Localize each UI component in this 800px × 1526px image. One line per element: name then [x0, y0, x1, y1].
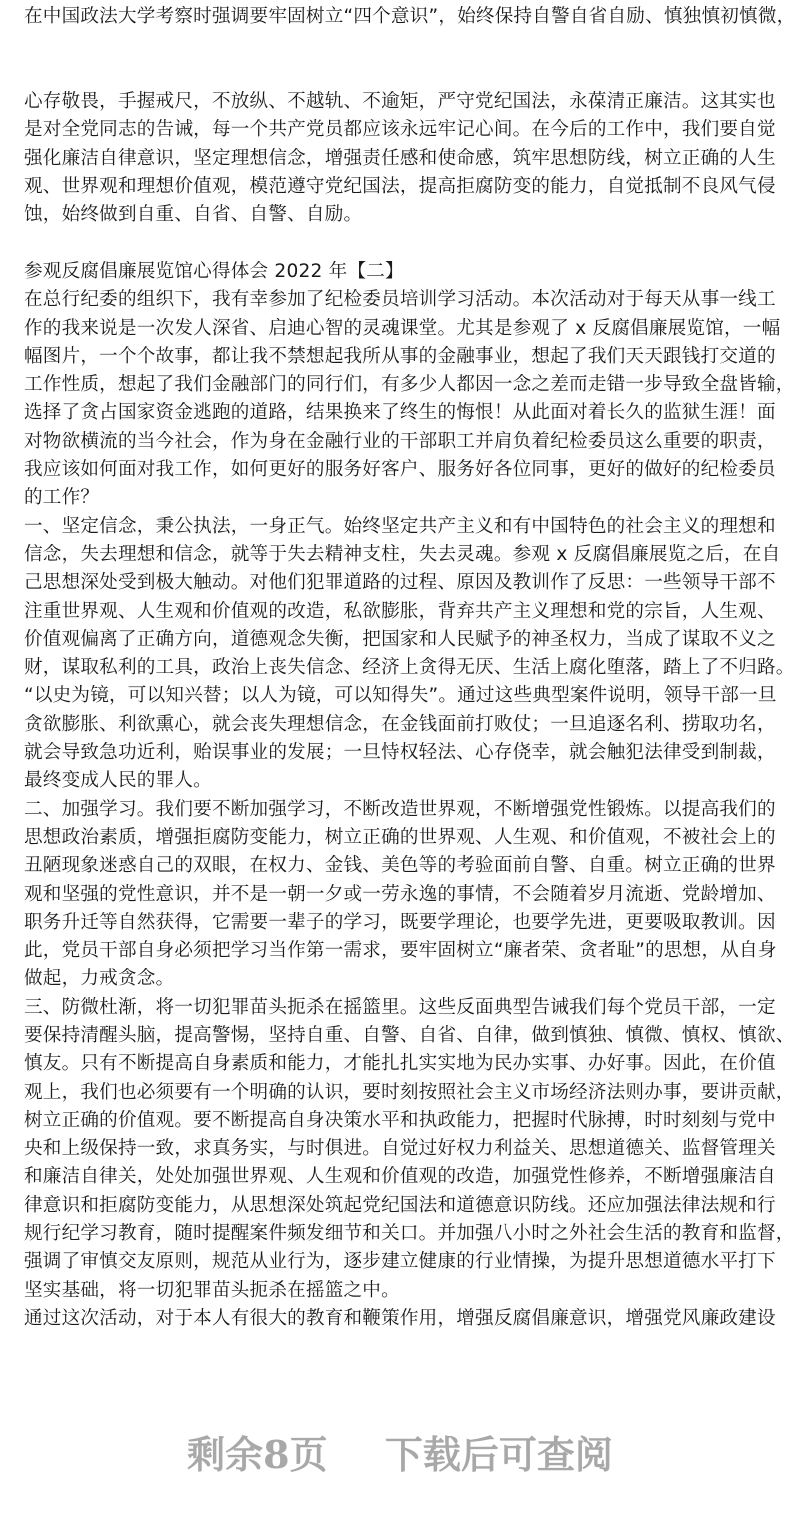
text-line: 坚实基础，将一切犯罪苗头扼杀在摇篮之中。 — [24, 1279, 400, 1301]
section-title — [24, 258, 784, 286]
text-line: 选择了贪占国家资金逃跑的道路，结果换来了终生的悔恨！从此面对着长久的监狱生涯！面 — [24, 402, 776, 424]
text-line: 通过这次活动，对于本人有很大的教育和鞭策作用，增强反腐倡廉意识，增强党风廉政建设 — [24, 1307, 776, 1329]
paragraph — [24, 513, 795, 796]
document-body — [24, 0, 796, 1333]
text-line: 三、防微杜渐，将一切犯罪苗头扼杀在摇篮里。这些反面典型告诫我们每个党员干部，一定 — [24, 996, 776, 1018]
download-to-view-label[interactable]: 下载后可查阅 — [384, 1432, 613, 1477]
paragraph — [24, 88, 784, 229]
text-line: 观上，我们也必须要有一个明确的认识，要时刻按照社会主义市场经济法则办事，要讲贡献， — [24, 1081, 795, 1103]
paragraph — [24, 1305, 784, 1333]
blank-space — [24, 230, 784, 258]
text-line: 和廉洁自律关，处处加强世界观、人生观和价值观的改造，加强党性修养，不断增强廉洁自 — [24, 1166, 776, 1188]
text-line: 我应该如何面对我工作，如何更好的服务好客户、服务好各位同事，更好的做好的纪检委员 — [24, 459, 776, 481]
text-line: 在中国政法大学考察时强调要牢固树立“四个意识”，始终保持自警自省自励、慎独慎初慎微， — [24, 6, 796, 28]
paragraph — [24, 994, 795, 1305]
text-line: 职务升迁等自然获得，它需要一辈子的学习，既要学理论，也要学先进，更要吸取教训。因 — [24, 911, 776, 933]
text-line: 强调了审慎交友原则，规范从业行为，逐步建立健康的行业情操，为提升思想道德水平打下 — [24, 1251, 776, 1273]
text-line: 价值观偏离了正确方向，道德观念失衡，把国家和人民赋予的神圣权力，当成了谋取不义之 — [24, 628, 776, 650]
text-line: 二、加强学习。我们要不断加强学习，不断改造世界观，不断增强党性锻炼。以提高我们的 — [24, 798, 776, 820]
text-line: 己思想深处受到极大触动。对他们犯罪道路的过程、原因及教训作了反思：一些领导干部不 — [24, 572, 776, 594]
text-line: 作的我来说是一次发人深省、启迪心智的灵魂课堂。尤其是参观了 x 反腐倡廉展览馆，一幅 — [24, 317, 781, 339]
text-line: 律意识和拒腐防变能力，从思想深处筑起党纪国法和道德意识防线。还应加强法律法规和行 — [24, 1194, 776, 1216]
text-line: 观和坚强的党性意识，并不是一朝一夕或一劳永逸的事情，不会随着岁月流逝、党龄增加、 — [24, 883, 776, 905]
text-line: 注重世界观、人生观和价值观的改造，私欲膨胀，背弃共产主义理想和党的宗旨，人生观、 — [24, 600, 776, 622]
blank-space — [24, 32, 784, 89]
text-line: 蚀，始终做到自重、自省、自警、自励。 — [24, 204, 363, 226]
text-line: 强化廉洁自律意识，坚定理想信念，增强责任感和使命感，筑牢思想防线，树立正确的人生 — [24, 147, 776, 169]
text-line: 最终变成人民的罪人。 — [24, 770, 212, 792]
text-line: 观、世界观和理想价值观，模范遵守党纪国法，提高拒腐防变的能力，自觉抵制不良风气侵 — [24, 176, 776, 198]
download-more-banner[interactable] — [0, 1424, 800, 1479]
text-line: 此，党员干部自身必须把学习当作第一需求，要牢固树立“廉者荣、贪者耻”的思想，从自身 — [24, 940, 777, 962]
text-line: 就会导致急功近利，贻误事业的发展；一旦恃权轻法、心存侥幸，就会触犯法律受到制裁， — [24, 742, 776, 764]
text-line: 贪欲膨胀、利欲熏心，就会丧失理想信念，在金钱面前打败仗；一旦追逐名利、捞取功名， — [24, 713, 776, 735]
text-line: 做起，力戒贪念。 — [24, 968, 175, 990]
text-line: 幅图片，一个个故事，都让我不禁想起我所从事的金融事业，想起了我们天天跟钱打交道的 — [24, 345, 776, 367]
text-line: 是对全党同志的告诫，每一个共产党员都应该永远牢记心间。在今后的工作中，我们要自觉 — [24, 119, 776, 141]
text-line: 慎友。只有不断提高自身素质和能力，才能扎扎实实地为民办实事、办好事。因此，在价值 — [24, 1053, 776, 1075]
text-line: 要保持清醒头脑，提高警惕，坚持自重、自警、自省、自律，做到慎独、慎微、慎权、慎欲、 — [24, 1024, 795, 1046]
text-line: “以史为镜，可以知兴替；以人为镜，可以知得失”。通过这些典型案件说明，领导干部一旦 — [24, 685, 777, 707]
text-line: 央和上级保持一致，求真务实，与时俱进。自觉过好权力利益关、思想道德关、监督管理关 — [24, 1138, 776, 1160]
text-line: 心存敬畏，手握戒尺，不放纵、不越轨、不逾矩，严守党纪国法，永葆清正廉洁。这其实也 — [24, 91, 776, 113]
text-line: 信念，失去理想和信念，就等于失去精神支柱，失去灵魂。参观 x 反腐倡廉展览之后，在自 — [24, 543, 781, 565]
text-line: 丑陋现象迷惑自己的双眼，在权力、金钱、美色等的考验面前自警、自重。树立正确的世界 — [24, 855, 776, 877]
title-line: 参观反腐倡廉展览馆心得体会 2022 年【二】 — [24, 260, 404, 282]
text-line — [24, 60, 784, 88]
remaining-pages-label[interactable]: 剩余8页 — [187, 1432, 328, 1477]
text-line: 树立正确的价值观。要不断提高自身决策水平和执政能力，把握时代脉搏，时时刻刻与党中 — [24, 1109, 776, 1131]
text-line: 财，谋取私利的工具，政治上丧失信念、经济上贪得无厌、生活上腐化堕落，踏上了不归路。 — [24, 657, 795, 679]
paragraph — [24, 796, 784, 994]
text-line: 一、坚定信念，秉公执法，一身正气。始终坚定共产主义和有中国特色的社会主义的理想和 — [24, 515, 776, 537]
text-line — [24, 32, 784, 60]
text-line — [24, 230, 784, 258]
text-line: 对物欲横流的当今社会，作为身在金融行业的干部职工并肩负着纪检委员这么重要的职责， — [24, 430, 776, 452]
paragraph — [24, 0, 796, 32]
text-line: 在总行纪委的组织下，我有幸参加了纪检委员培训学习活动。本次活动对于每天从事一线工 — [24, 289, 776, 311]
text-line: 规行纪学习教育，随时提醒案件频发细节和关口。并加强八小时之外社会生活的教育和监督， — [24, 1223, 795, 1245]
text-line: 的工作？ — [24, 487, 100, 509]
text-line: 思想政治素质，增强拒腐防变能力，树立正确的世界观、人生观、和价值观，不被社会上的 — [24, 826, 776, 848]
text-line: 工作性质，想起了我们金融部门的同行们，有多少人都因一念之差而走错一步导致全盘皆输， — [24, 374, 795, 396]
paragraph — [24, 286, 795, 512]
